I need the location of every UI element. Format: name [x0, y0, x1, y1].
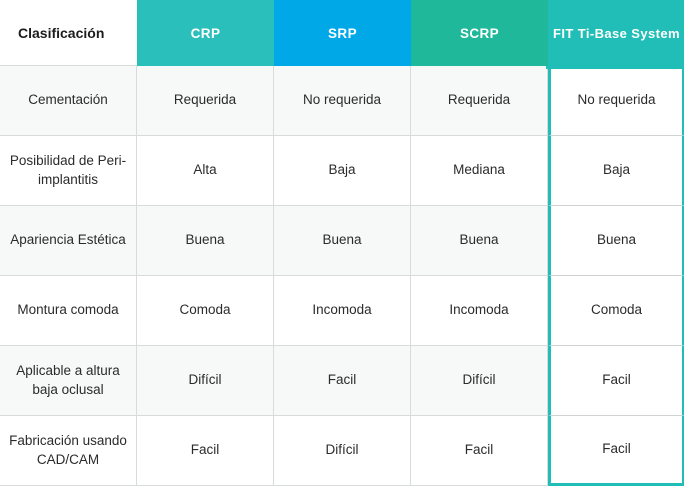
cell-crp: Difícil — [137, 346, 274, 416]
table-body — [0, 66, 684, 486]
column-header-srp: SRP — [274, 0, 411, 66]
cell-crp: Buena — [137, 206, 274, 276]
cell-fit: Buena — [548, 206, 684, 276]
cell-srp: Baja — [274, 136, 411, 206]
cell-scrp: Buena — [411, 206, 548, 276]
row-label: Cementación — [0, 66, 137, 136]
cell-fit: No requerida — [548, 66, 684, 136]
highlight-border-top — [546, 66, 684, 69]
table-row — [0, 416, 684, 486]
table-row — [0, 276, 684, 346]
cell-srp: No requerida — [274, 66, 411, 136]
cell-crp: Facil — [137, 416, 274, 486]
column-header-classification: Clasificación — [0, 0, 137, 66]
cell-crp: Comoda — [137, 276, 274, 346]
table-row — [0, 66, 684, 136]
row-label: Aplicable a altura baja oclusal — [0, 346, 137, 416]
cell-scrp: Difícil — [411, 346, 548, 416]
cell-scrp: Requerida — [411, 66, 548, 136]
cell-fit: Comoda — [548, 276, 684, 346]
cell-crp: Requerida — [137, 66, 274, 136]
table-header — [0, 0, 684, 66]
cell-fit: Facil — [548, 346, 684, 416]
cell-scrp: Incomoda — [411, 276, 548, 346]
table-row — [0, 206, 684, 276]
cell-srp: Facil — [274, 346, 411, 416]
row-label: Fabricación usando CAD/CAM — [0, 416, 137, 486]
cell-srp: Buena — [274, 206, 411, 276]
row-label: Posibilidad de Peri-implantitis — [0, 136, 137, 206]
cell-srp: Difícil — [274, 416, 411, 486]
cell-fit: Facil — [548, 416, 684, 486]
cell-srp: Incomoda — [274, 276, 411, 346]
cell-fit: Baja — [548, 136, 684, 206]
cell-crp: Alta — [137, 136, 274, 206]
row-label: Montura comoda — [0, 276, 137, 346]
table-header-row — [0, 0, 684, 66]
table-row — [0, 136, 684, 206]
cell-scrp: Mediana — [411, 136, 548, 206]
column-header-scrp: SCRP — [411, 0, 548, 66]
row-label: Apariencia Estética — [0, 206, 137, 276]
column-header-crp: CRP — [137, 0, 274, 66]
column-header-fit-ti-base-system: FIT Ti-Base System — [548, 0, 684, 66]
table-row — [0, 346, 684, 416]
cell-scrp: Facil — [411, 416, 548, 486]
